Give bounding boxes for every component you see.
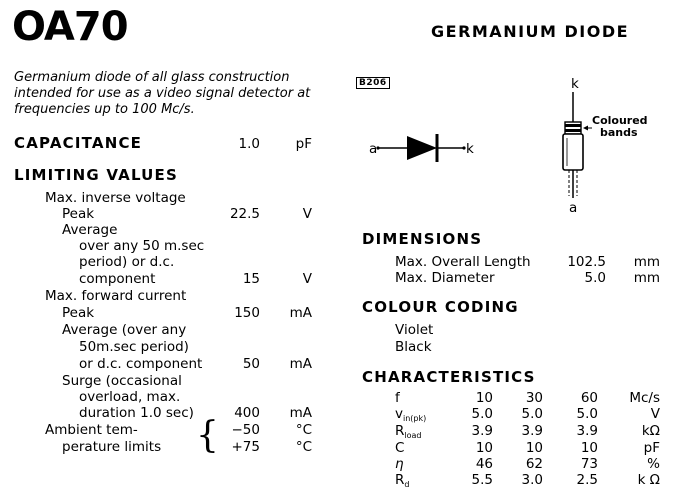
colour-coding-heading: COLOUR CODING	[362, 298, 519, 316]
favg-line2: 50m.sec period)	[79, 339, 189, 355]
surge-unit: mA	[289, 405, 312, 421]
surge-line1: Surge (occasional	[62, 373, 182, 389]
avg-value: 15	[242, 271, 260, 287]
outline-code-label: B206	[356, 77, 390, 89]
char-cell: 60	[580, 390, 598, 406]
surge-value: 400	[234, 405, 260, 421]
surge-line2: overload, max.	[79, 389, 181, 405]
diode-symbol-icon	[365, 128, 480, 168]
characteristics-heading: CHARACTERISTICS	[362, 368, 536, 386]
ambient-line2: perature limits	[62, 439, 162, 455]
dimensions-heading: DIMENSIONS	[362, 230, 483, 248]
temp-high: +75	[231, 439, 260, 455]
char-unit: kΩ	[641, 423, 660, 439]
fpeak-unit: mA	[289, 305, 312, 321]
max-forward-label: Max. forward current	[45, 288, 187, 304]
favg-value: 50	[242, 356, 260, 372]
package-cathode-label: k	[571, 76, 579, 92]
average-label: Average	[62, 222, 118, 238]
colour-line1: Violet	[395, 322, 434, 338]
char-cell: 73	[580, 456, 598, 472]
peak-label: Peak	[62, 206, 95, 222]
char-row: f	[395, 390, 400, 406]
cathode-label: k	[466, 141, 474, 157]
char-row: C	[395, 440, 405, 456]
char-row: $v_{in(pk)}$	[395, 406, 427, 423]
intro-text: Germanium diode of all glass construction intended for use as a video signal detector at frequencies up to 100 Mc/s.	[14, 70, 311, 117]
dimension-diameter-label: Max. Diameter	[395, 270, 495, 286]
fpeak-value: 150	[234, 305, 260, 321]
char-cell: 3.0	[521, 472, 543, 488]
package-anode-label: a	[569, 200, 578, 216]
avg-line2: period) or d.c.	[79, 254, 175, 270]
char-row: $R_{load}$	[395, 423, 422, 440]
diode-package-icon	[540, 78, 600, 218]
char-cell: 10	[475, 440, 493, 456]
temp-unit-low: °C	[295, 422, 312, 438]
char-unit: %	[647, 456, 660, 472]
surge-line3: duration 1.0 sec)	[79, 405, 194, 421]
temp-unit-high: °C	[295, 439, 312, 455]
char-unit: V	[650, 406, 660, 422]
part-number: OA70	[12, 4, 128, 50]
char-cell: 46	[475, 456, 493, 472]
char-unit: k Ω	[637, 472, 660, 488]
avg-unit: V	[302, 271, 312, 287]
anode-label: a	[369, 141, 378, 157]
dimension-length-label: Max. Overall Length	[395, 254, 531, 270]
capacitance-heading: CAPACITANCE	[14, 134, 143, 152]
char-row: $R_d$	[395, 472, 410, 489]
avg-line3: component	[79, 271, 156, 287]
char-cell: 10	[475, 390, 493, 406]
coloured-bands-line1: Coloured	[592, 114, 648, 127]
dimension-diameter-value: 5.0	[584, 270, 606, 286]
favg-line3: or d.c. component	[79, 356, 203, 372]
colour-line2: Black	[395, 339, 432, 355]
char-cell: 5.0	[521, 406, 543, 422]
char-cell: 62	[525, 456, 543, 472]
temperature-brace: {	[196, 415, 219, 456]
peak-unit: V	[302, 206, 312, 222]
fpeak-label: Peak	[62, 305, 95, 321]
char-cell: 2.5	[576, 472, 598, 488]
char-cell: 3.9	[471, 423, 493, 439]
type-title: GERMANIUM DIODE	[431, 22, 630, 41]
dimension-length-value: 102.5	[567, 254, 606, 270]
coloured-bands-line2: bands	[600, 126, 638, 139]
temp-low: −50	[231, 422, 260, 438]
capacitance-value: 1.0	[238, 136, 260, 152]
favg-line1: Average (over any	[62, 322, 187, 338]
favg-unit: mA	[289, 356, 312, 372]
peak-value: 22.5	[229, 206, 260, 222]
char-cell: 5.0	[471, 406, 493, 422]
char-unit: pF	[643, 440, 660, 456]
dimension-diameter-unit: mm	[633, 270, 660, 286]
char-row: η	[395, 456, 404, 472]
char-cell: 3.9	[576, 423, 598, 439]
char-cell: 5.0	[576, 406, 598, 422]
char-cell: 10	[580, 440, 598, 456]
char-cell: 3.9	[521, 423, 543, 439]
ambient-line1: Ambient tem-	[45, 422, 138, 438]
max-inverse-label: Max. inverse voltage	[45, 190, 186, 206]
char-cell: 5.5	[471, 472, 493, 488]
limiting-heading: LIMITING VALUES	[14, 166, 179, 184]
avg-line1: over any 50 m.sec	[79, 238, 205, 254]
capacitance-unit: pF	[295, 136, 312, 152]
dimension-length-unit: mm	[633, 254, 660, 270]
char-cell: 30	[525, 390, 543, 406]
char-unit: Mc/s	[629, 390, 660, 406]
char-cell: 10	[525, 440, 543, 456]
